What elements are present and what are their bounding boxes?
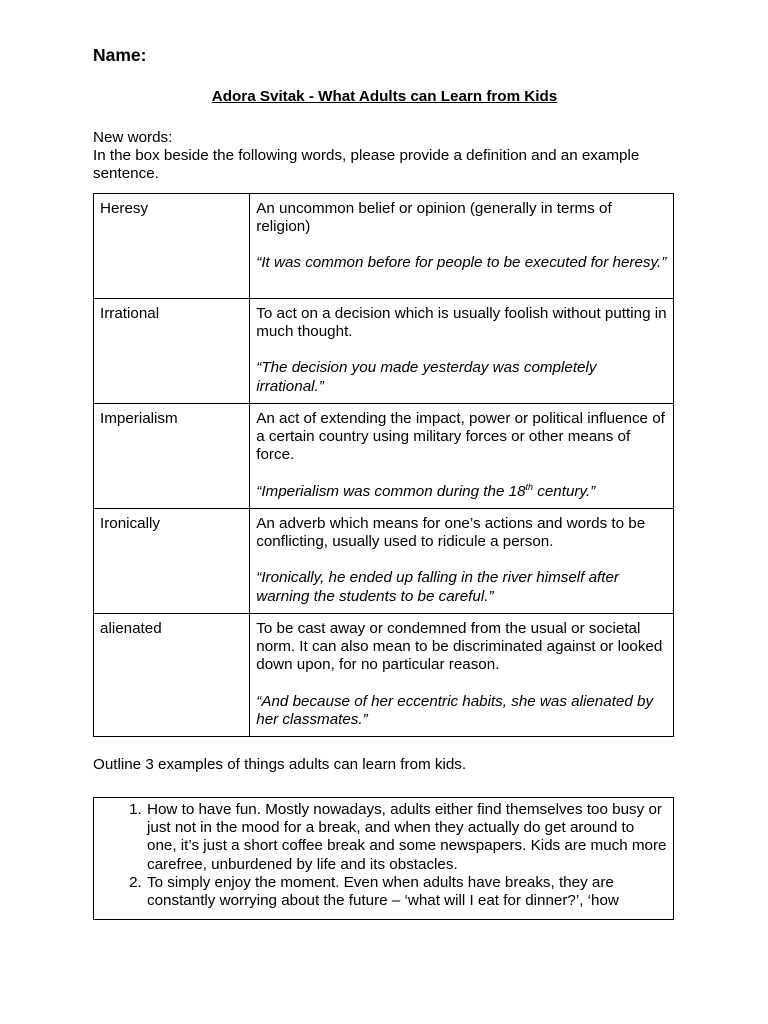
word-cell: Imperialism (94, 404, 250, 509)
example-sentence: “And because of her eccentric habits, she was alienated by her classmates.” (256, 692, 654, 728)
list-item: 2. To simply enjoy the moment. Even when adults have breaks, they are constantly worrying about the future – ‘what will I eat for dinner?’, ‘how (146, 874, 667, 910)
word-cell: alienated (94, 614, 250, 737)
definition-text: An act of extending the impact, power or political influence of a certain country using military forces or other means of force. (256, 410, 665, 464)
vocabulary-table (93, 193, 674, 737)
definition-cell (250, 404, 674, 509)
definition-cell (250, 194, 674, 299)
word-cell: Ironically (94, 509, 250, 614)
example-sentence: “It was common before for people to be executed for heresy.” (256, 254, 667, 272)
definition-text: An uncommon belief or opinion (generally in terms of religion) (256, 200, 612, 236)
new-words-label: New words: (93, 129, 173, 146)
instructions-text: In the box beside the following words, please provide a definition and an example sentence. (93, 147, 640, 183)
table-row (94, 509, 674, 614)
example-text-start: “Imperialism was common during the 18 (256, 482, 526, 500)
answer-list (94, 798, 673, 910)
definition-text: To be cast away or condemned from the usual or societal norm. It can also mean to be discriminated against or looked down upon, for no particular reason. (256, 620, 663, 674)
document-title: Adora Svitak - What Adults can Learn from Kids (211, 88, 558, 105)
table-row (94, 299, 674, 404)
list-item: 1. How to have fun. Mostly nowadays, adults either find themselves too busy or just not in the mood for a break, and when they actually do get around to one, it’s just a short coffee break and some newspapers. Kids are much more carefree, unburdened by life and its obstacles. (146, 801, 667, 874)
example-sentence: “Ironically, he ended up falling in the river himself after warning the students to be careful.” (256, 569, 619, 605)
example-text-end: century.” (533, 482, 596, 500)
table-row (94, 194, 674, 299)
definition-text: To act on a decision which is usually foolish without putting in much thought. (256, 305, 667, 341)
outline-prompt: Outline 3 examples of things adults can learn from kids. (93, 756, 467, 773)
word-cell: Irrational (94, 299, 250, 404)
definition-cell (250, 509, 674, 614)
table-row (94, 404, 674, 509)
word-cell: Heresy (94, 194, 250, 299)
definition-cell (250, 299, 674, 404)
definition-cell (250, 614, 674, 737)
answer-box (93, 797, 674, 920)
table-row (94, 614, 674, 737)
definition-text: An adverb which means for one’s actions and words to be conflicting, usually used to ridicule a person. (256, 515, 646, 551)
example-sentence: “The decision you made yesterday was completely irrational.” (256, 359, 597, 395)
example-sentence (256, 483, 667, 501)
instructions (93, 129, 676, 184)
ordinal-suffix: th (525, 481, 534, 492)
name-label: Name: (93, 45, 147, 65)
